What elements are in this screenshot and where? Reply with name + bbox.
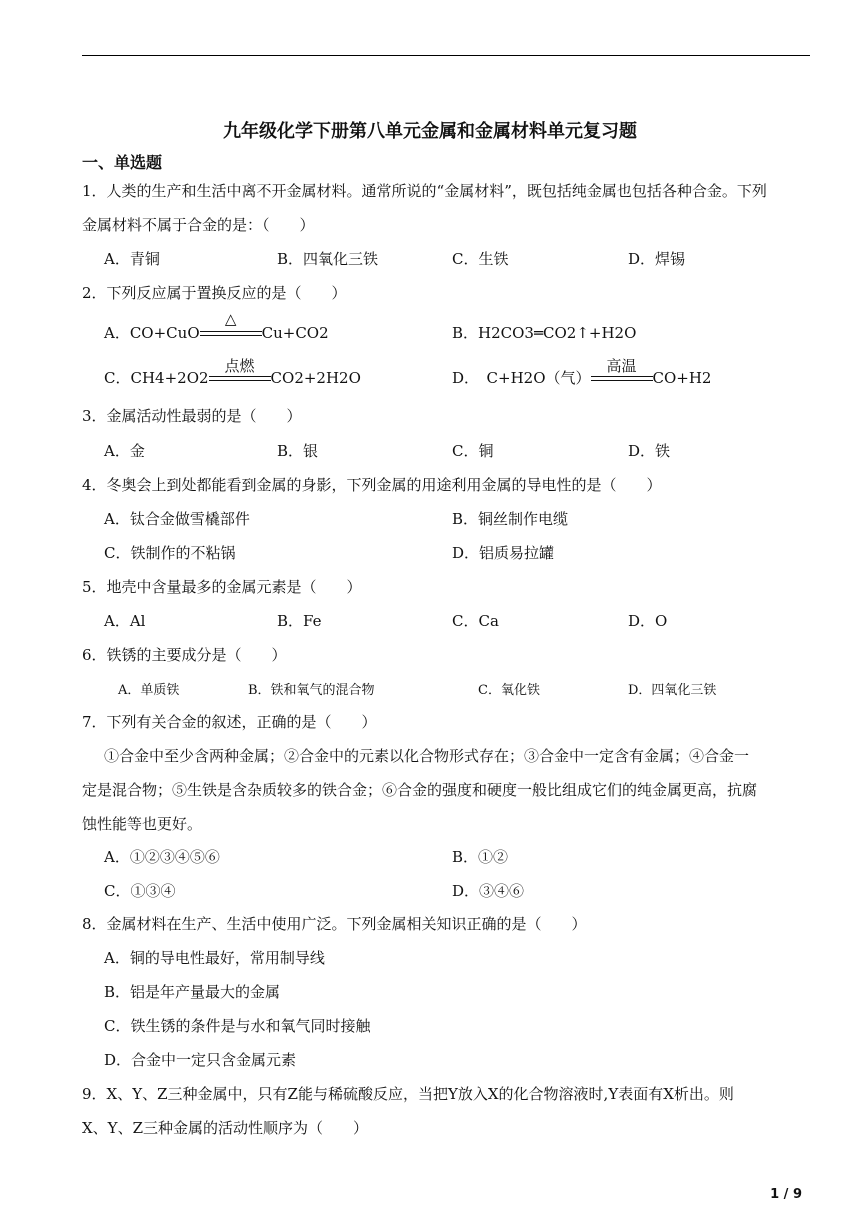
q2-a-products: Cu+CO2 <box>261 324 329 342</box>
q8-option-a: A．铜的导电性最好，常用制导线 <box>104 949 325 967</box>
q4-option-a: A．钛合金做雪橇部件 <box>104 510 250 528</box>
q1-option-a: A．青铜 <box>104 250 160 268</box>
q8-option-d: D．合金中一定只含金属元素 <box>104 1051 297 1069</box>
reaction-condition <box>200 310 262 341</box>
q2-option-b: B．H2CO3═CO2↑+H2O <box>452 324 637 342</box>
header-rule <box>82 55 810 56</box>
q2-d-reactants: D． C+H2O（气） <box>452 369 591 387</box>
q2-option-d <box>452 357 712 388</box>
q8-stem: 8．金属材料在生产、生活中使用广泛。下列金属相关知识正确的是（ ） <box>82 915 587 933</box>
condition-label: 点燃 <box>224 357 255 375</box>
q8-option-c: C．铁生锈的条件是与水和氧气同时接触 <box>104 1017 371 1035</box>
q9-stem-line2: X、Y、Z三种金属的活动性顺序为（ ） <box>82 1119 369 1137</box>
q5-option-d: D．O <box>628 612 668 630</box>
q7-option-c: C．①③④ <box>104 882 176 900</box>
q2-option-c <box>104 357 361 388</box>
section-heading: 一、单选题 <box>82 153 163 172</box>
q5-option-b: B．Fe <box>277 612 322 630</box>
q2-d-products: CO+H2 <box>652 369 712 387</box>
q3-option-c: C．铜 <box>452 442 494 460</box>
q7-option-a: A．①②③④⑤⑥ <box>104 848 220 866</box>
q1-option-b: B．四氧化三铁 <box>277 250 379 268</box>
q7-stem: 7．下列有关合金的叙述，正确的是（ ） <box>82 713 377 731</box>
reaction-condition <box>209 357 271 386</box>
q2-option-a <box>104 310 329 343</box>
heat-symbol: △ <box>224 310 237 328</box>
q5-option-c: C．Ca <box>452 612 499 630</box>
q9-stem-line1: 9．X、Y、Z三种金属中，只有Z能与稀硫酸反应，当把Y放入X的化合物溶液时,Y表面有X析出。则 <box>82 1085 734 1103</box>
page-title: 九年级化学下册第八单元金属和金属材料单元复习题 <box>223 121 637 142</box>
q3-option-b: B．银 <box>277 442 319 460</box>
q6-stem: 6．铁锈的主要成分是（ ） <box>82 646 287 664</box>
q5-stem: 5．地壳中含量最多的金属元素是（ ） <box>82 578 362 596</box>
q6-option-d: D．四氧化三铁 <box>628 683 717 698</box>
q3-option-d: D．铁 <box>628 442 671 460</box>
q1-stem-line2: 金属材料不属于合金的是：（ ） <box>82 216 315 234</box>
q4-option-b: B．铜丝制作电缆 <box>452 510 569 528</box>
q7-body-line2: 定是混合物；⑤生铁是含杂质较多的铁合金；⑥合金的强度和硬度一般比组成它们的纯金属更高，抗腐 <box>82 781 758 799</box>
q7-body-line1: ①合金中至少含两种金属；②合金中的元素以化合物形式存在；③合金中一定含有金属；④合金一 <box>104 747 750 765</box>
q2-c-products: CO2+2H2O <box>270 369 361 387</box>
q4-option-d: D．铝质易拉罐 <box>452 544 555 562</box>
q6-option-c: C．氧化铁 <box>478 683 540 698</box>
q2-c-reactants: C．CH4+2O2 <box>104 369 209 387</box>
page-number: 1 / 9 <box>770 1187 802 1202</box>
q7-option-d: D．③④⑥ <box>452 882 525 900</box>
q4-stem: 4．冬奥会上到处都能看到金属的身影，下列金属的用途利用金属的导电性的是（ ） <box>82 476 662 494</box>
q4-option-c: C．铁制作的不粘锅 <box>104 544 236 562</box>
q7-option-b: B．①② <box>452 848 509 866</box>
q2-stem: 2．下列反应属于置换反应的是（ ） <box>82 284 347 302</box>
q1-option-d: D．焊锡 <box>628 250 686 268</box>
q1-stem-line1: 1．人类的生产和生活中离不开金属材料。通常所说的“金属材料”，既包括纯金属也包括各种合金。下列 <box>82 182 767 200</box>
q8-option-b: B．铝是年产量最大的金属 <box>104 983 281 1001</box>
q3-option-a: A．金 <box>104 442 145 460</box>
reaction-condition <box>591 357 653 386</box>
q2-a-reactants: A．CO+CuO <box>104 324 200 342</box>
q6-option-a: A．单质铁 <box>118 683 180 698</box>
q3-stem: 3．金属活动性最弱的是（ ） <box>82 407 302 425</box>
q7-body-line3: 蚀性能等也更好。 <box>82 815 203 833</box>
q6-option-b: B．铁和氧气的混合物 <box>248 683 375 698</box>
q1-option-c: C．生铁 <box>452 250 509 268</box>
condition-label: 高温 <box>606 357 637 375</box>
q5-option-a: A．Al <box>104 612 146 630</box>
